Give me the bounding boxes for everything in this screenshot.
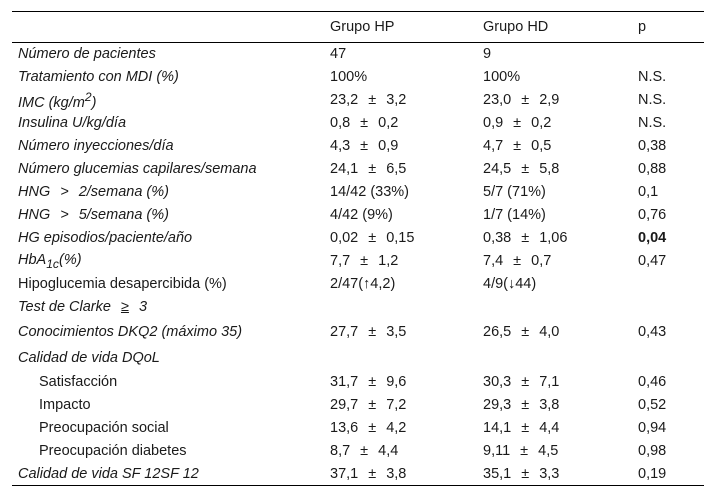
- p-value: 0,43: [638, 323, 667, 340]
- row-label: HNG > 5/semana (%): [18, 207, 169, 223]
- row-label: Conocimientos DKQ2 (máximo 35): [18, 323, 243, 340]
- hp-value: 4/42 (9%): [330, 207, 393, 223]
- table-row: [12, 250, 704, 273]
- p-value: [626, 43, 704, 66]
- hp-value: 29,7 ± 7,2: [330, 397, 407, 413]
- hp-value: 14/42 (33%): [330, 184, 409, 200]
- table-header-row: [12, 12, 704, 43]
- row-label: HG episodios/paciente/año: [18, 230, 193, 246]
- hp-value: 8,7 ± 4,4: [330, 443, 399, 459]
- row-label: Tratamiento con MDI (%): [18, 69, 179, 85]
- hp-value: 23,2 ± 3,2: [330, 92, 407, 108]
- p-value: 0,04: [638, 230, 667, 246]
- results-table: [12, 11, 704, 486]
- table-row: [12, 273, 704, 296]
- table-row: [12, 112, 704, 135]
- p-value: 0,46: [638, 374, 667, 390]
- hd-value: 14,1 ± 4,4: [483, 420, 560, 436]
- p-value: 0,38: [638, 138, 667, 154]
- row-label: Test de Clarke ≥ 3: [18, 299, 148, 315]
- p-value: N.S.: [638, 69, 667, 85]
- table-row: [12, 66, 704, 89]
- hd-value: 35,1 ± 3,3: [483, 465, 560, 482]
- table-row: [12, 345, 704, 371]
- hp-value: 37,1 ± 3,8: [330, 465, 407, 482]
- hd-value: 9,11 ± 4,5: [483, 443, 559, 459]
- table-row: [12, 296, 704, 319]
- header-p: p: [638, 19, 647, 35]
- row-label: Número inyecciones/día: [18, 138, 174, 154]
- table-row: [12, 135, 704, 158]
- table-row: [12, 417, 704, 440]
- hp-value: 47: [330, 46, 347, 63]
- row-label: Número glucemias capilares/semana: [18, 161, 257, 177]
- hd-value: 0,9 ± 0,2: [483, 115, 552, 131]
- hp-value: 31,7 ± 9,6: [330, 374, 407, 390]
- table-row: [12, 43, 704, 66]
- table-row: [12, 158, 704, 181]
- p-value: 0,19: [638, 465, 667, 482]
- hp-value: 24,1 ± 6,5: [330, 161, 407, 177]
- p-value: N.S.: [638, 115, 667, 131]
- hd-value: 24,5 ± 5,8: [483, 161, 560, 177]
- results-table-container: [12, 11, 704, 486]
- p-value: 0,76: [638, 207, 667, 223]
- row-label: Número de pacientes: [18, 46, 156, 63]
- hp-value: 27,7 ± 3,5: [330, 323, 407, 340]
- hd-value: 29,3 ± 3,8: [483, 397, 560, 413]
- hd-value: 0,38 ± 1,06: [483, 230, 568, 246]
- table-row: [12, 371, 704, 394]
- row-label: Calidad de vida DQoL: [18, 349, 160, 366]
- row-label: Preocupación diabetes: [39, 443, 187, 459]
- table-row: [12, 463, 704, 486]
- hp-value: 2/47(↑4,2): [330, 276, 396, 292]
- row-label: HNG > 2/semana (%): [18, 184, 169, 200]
- p-value: N.S.: [638, 92, 667, 108]
- row-label: HbA$_{1c}$(%): [18, 251, 82, 271]
- header-label: [12, 12, 318, 43]
- hd-value: 26,5 ± 4,0: [483, 323, 560, 340]
- p-value: [626, 273, 704, 296]
- table-row: [12, 204, 704, 227]
- hd-value: 5/7 (71%): [483, 184, 546, 200]
- header-grupo-hd: Grupo HD: [483, 19, 549, 35]
- table-row: [12, 89, 704, 112]
- p-value: 0,88: [638, 161, 667, 177]
- p-value: 0,98: [638, 443, 667, 459]
- hd-value: 4,7 ± 0,5: [483, 138, 552, 154]
- hd-value: 4/9(↓44): [483, 276, 537, 292]
- row-label: Hipoglucemia desapercibida (%): [18, 276, 227, 292]
- hp-value: 0,02 ± 0,15: [330, 230, 415, 246]
- table-row: [12, 181, 704, 204]
- row-label: Impacto: [39, 397, 91, 413]
- hp-value: 0,8 ± 0,2: [330, 115, 399, 131]
- hp-value: 7,7 ± 1,2: [330, 253, 399, 269]
- row-label: Insulina U/kg/día: [18, 115, 127, 131]
- row-label: Satisfacción: [39, 374, 118, 390]
- hd-value: 30,3 ± 7,1: [483, 374, 560, 390]
- row-label: Calidad de vida SF 12SF 12: [18, 465, 199, 482]
- table-row: [12, 319, 704, 345]
- hd-value: 23,0 ± 2,9: [483, 92, 560, 108]
- hd-value: 100%: [483, 69, 521, 85]
- p-value: 0,94: [638, 420, 667, 436]
- hp-value: 100%: [330, 69, 368, 85]
- table-row: [12, 227, 704, 250]
- hd-value: 9: [483, 46, 492, 63]
- table-row: [12, 440, 704, 463]
- row-label: Preocupación social: [39, 420, 169, 436]
- hp-value: 4,3 ± 0,9: [330, 138, 399, 154]
- hd-value: 7,4 ± 0,7: [483, 253, 552, 269]
- p-value: 0,1: [638, 184, 659, 200]
- header-grupo-hp: Grupo HP: [330, 19, 395, 35]
- row-label: IMC $(kg/m^2)$: [18, 89, 97, 111]
- p-value: 0,47: [638, 253, 667, 269]
- hd-value: 1/7 (14%): [483, 207, 546, 223]
- table-row: [12, 394, 704, 417]
- p-value: 0,52: [638, 397, 667, 413]
- hp-value: 13,6 ± 4,2: [330, 420, 407, 436]
